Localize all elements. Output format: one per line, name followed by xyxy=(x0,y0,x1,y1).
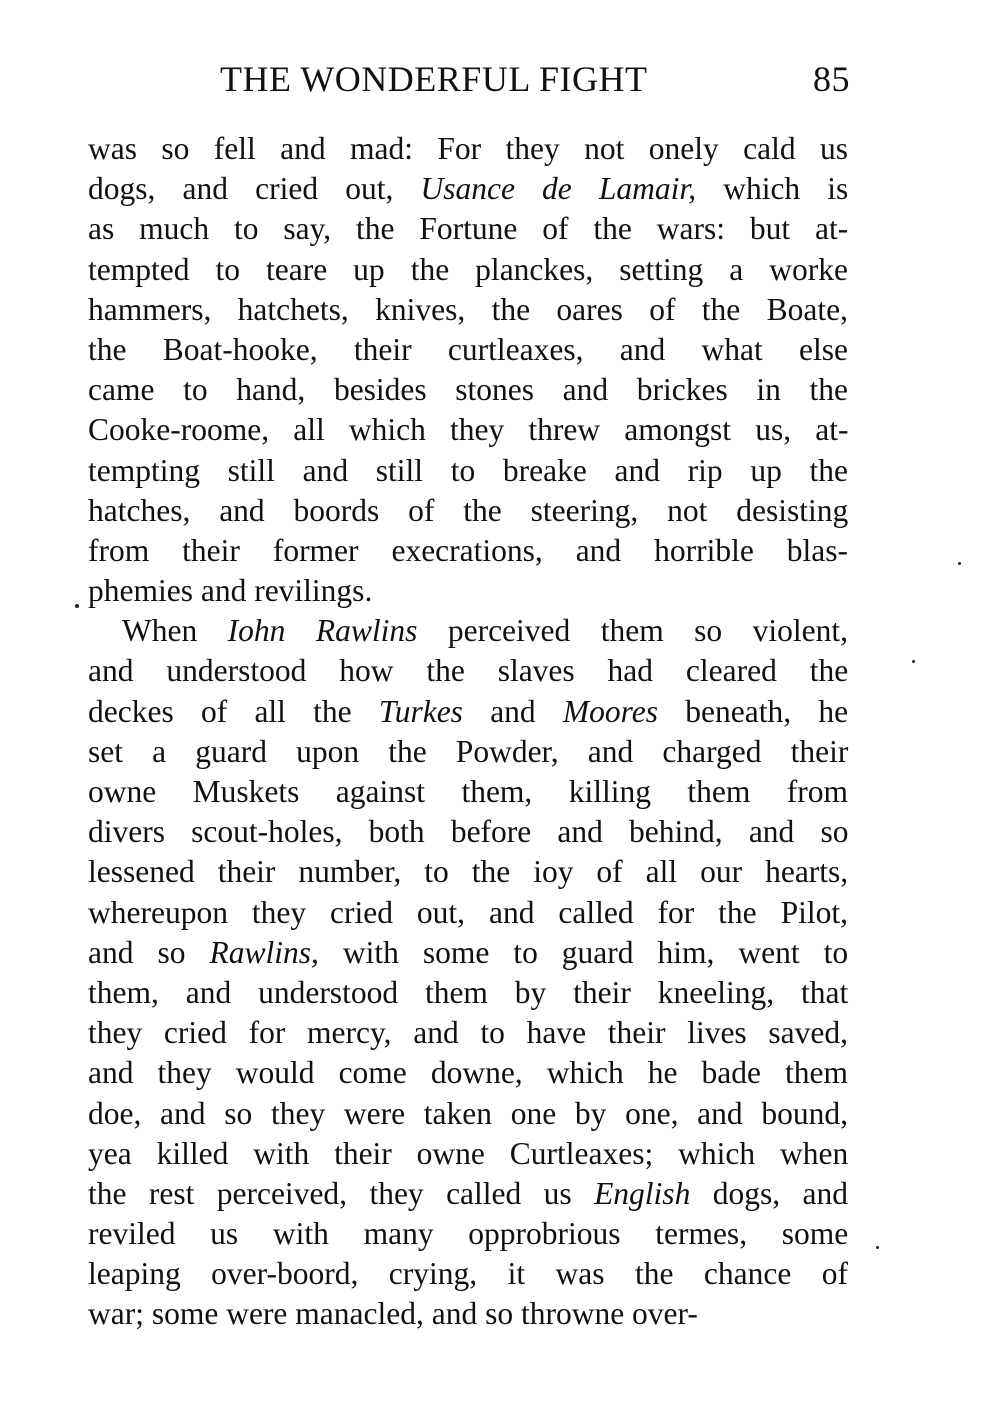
text-segment: yea killed with their owne Curtleaxes; which when xyxy=(88,1135,849,1171)
text-segment: hatches, and boords of the steering, not desisting xyxy=(88,492,849,528)
text-segment: phemies and revilings. xyxy=(88,573,373,609)
print-speck xyxy=(876,1246,879,1249)
text-line xyxy=(88,1053,848,1093)
text-segment: Cooke-roome, all which they threw amongst us, at- xyxy=(88,412,849,448)
text-line xyxy=(88,330,848,370)
text-line xyxy=(88,1214,848,1254)
text-line xyxy=(88,651,848,691)
text-segment: dogs, and cried out, xyxy=(88,171,421,207)
italic-text: Moores xyxy=(562,693,658,729)
text-line xyxy=(88,1174,848,1214)
body-text xyxy=(88,129,848,1335)
text-line xyxy=(88,893,848,933)
italic-text: Rawlins, xyxy=(209,934,319,970)
text-line xyxy=(88,290,848,330)
text-line xyxy=(88,1254,848,1294)
text-line xyxy=(88,611,848,651)
text-segment: perceived them so violent, xyxy=(417,613,848,649)
text-line xyxy=(88,250,848,290)
print-speck xyxy=(958,562,961,565)
text-line xyxy=(88,531,848,571)
text-segment: and they would come downe, which he bade them xyxy=(88,1055,848,1091)
print-speck xyxy=(75,604,79,608)
text-line xyxy=(88,933,848,973)
text-line xyxy=(88,571,848,611)
italic-text: Usance de Lamair, xyxy=(420,171,697,207)
text-segment: whereupon they cried out, and called for the Pilot, xyxy=(88,894,848,930)
print-speck xyxy=(912,660,915,663)
text-segment: owne Muskets against them, killing them from xyxy=(88,774,848,809)
italic-text: English xyxy=(594,1175,691,1211)
text-segment: as much to say, the Fortune of the wars: but at- xyxy=(88,211,849,247)
text-line xyxy=(88,491,848,531)
text-line xyxy=(88,732,848,772)
running-head xyxy=(220,58,850,108)
text-segment: the rest perceived, they called us xyxy=(88,1175,595,1211)
italic-text: Iohn Rawlins xyxy=(227,613,418,649)
text-line xyxy=(88,812,848,852)
text-line xyxy=(88,209,848,249)
text-segment: they cried for mercy, and to have their lives saved, xyxy=(88,1015,848,1051)
text-line xyxy=(88,129,848,169)
italic-text: Turkes xyxy=(378,693,463,729)
text-segment: deckes of all the xyxy=(88,693,379,729)
text-segment: reviled us with many opprobrious termes, some xyxy=(88,1216,849,1252)
text-segment: which is xyxy=(696,171,849,207)
text-segment: war; some were manacled, and so throwne over- xyxy=(88,1296,698,1332)
text-line xyxy=(88,692,848,732)
text-segment: leaping over-boord, crying, it was the chance of xyxy=(88,1256,849,1292)
text-segment: tempted to teare up the planckes, setting a worke xyxy=(88,251,848,287)
text-segment: and so xyxy=(88,934,210,970)
text-segment: with some to guard him, went to xyxy=(318,934,849,970)
text-segment: dogs, and xyxy=(690,1175,848,1211)
text-line xyxy=(88,1134,848,1174)
text-segment: When xyxy=(122,613,228,649)
text-segment: them, and understood them by their kneeling, that xyxy=(88,974,849,1010)
running-head-title: THE WONDERFUL FIGHT xyxy=(220,59,648,99)
text-segment: hammers, hatchets, knives, the oares of the Boate, xyxy=(88,291,848,327)
text-line xyxy=(88,1013,848,1053)
text-line xyxy=(88,370,848,410)
text-line xyxy=(88,169,848,209)
text-line xyxy=(88,772,848,812)
text-line xyxy=(88,1294,848,1334)
text-segment: lessened their number, to the ioy of all our hearts, xyxy=(88,854,849,890)
text-line xyxy=(88,973,848,1013)
text-segment: beneath, he xyxy=(658,693,849,729)
text-segment: divers scout-holes, both before and behind, and so xyxy=(88,814,849,850)
paragraph xyxy=(88,611,848,1334)
text-segment: was so fell and mad: For they not onely cald us xyxy=(88,131,848,166)
text-line xyxy=(88,410,848,450)
text-segment: and xyxy=(462,693,563,729)
text-segment: from their former execrations, and horrible blas- xyxy=(88,532,848,568)
page-number: 85 xyxy=(813,59,850,99)
text-segment: and understood how the slaves had cleared the xyxy=(88,653,849,689)
text-segment: the Boat-hooke, their curtleaxes, and what else xyxy=(88,331,848,367)
paragraph xyxy=(88,129,848,611)
text-segment: doe, and so they were taken one by one, and bound, xyxy=(88,1095,848,1131)
text-segment: tempting still and still to breake and rip up the xyxy=(88,452,848,488)
text-line xyxy=(88,451,848,491)
text-segment: came to hand, besides stones and brickes in the xyxy=(88,372,848,408)
text-line xyxy=(88,1094,848,1134)
text-line xyxy=(88,852,848,892)
text-segment: set a guard upon the Powder, and charged their xyxy=(88,733,849,769)
